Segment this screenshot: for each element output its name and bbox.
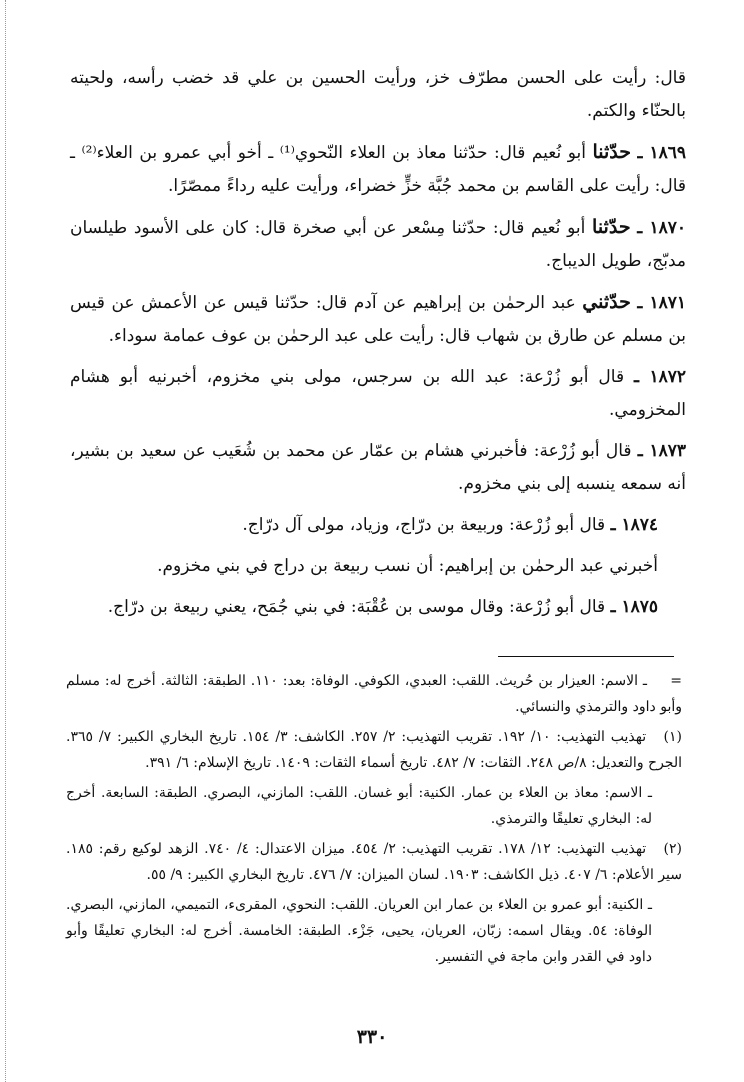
hadith-text: قال أبو زُرْعة: وقال موسى بن عُقْبَة: في بني جُمَح، يعني ربيعة بن درّاج. bbox=[107, 597, 606, 617]
hadith-text: أبو نُعيم قال: حدّثنا معاذ بن العلاء النّحوي⁽¹⁾ ـ أخو أبي عمرو بن العلاء⁽²⁾ ـ قال: رأيت على القاسم بن محمد جُبَّة خزٍّ خضراء، ورأيت عليه رداءً ممصّرًا. bbox=[70, 143, 686, 196]
page-number: ٣٣٠ bbox=[356, 1026, 388, 1048]
footnote-marker: (٢) bbox=[663, 841, 682, 857]
narration-verb: حدّثنا bbox=[592, 141, 631, 163]
footnote-text: ـ الاسم: العيزار بن حُريث. اللقب: العبدي، الكوفي. الوفاة: بعد: ١١٠. الطبقة: الثالثة. أخرج له: مسلم وأبو داود والترمذي والنسائي. bbox=[66, 673, 682, 715]
hadith-1870 bbox=[70, 211, 686, 278]
footnote-text: تهذيب التهذيب: ١٠/ ١٩٢. تقريب التهذيب: ٢/ ٢٥٧. الكاشف: ٣/ ١٥٤. تاريخ البخاري الكبير: ٧/ ٣٦٥. الجرح والتعديل: ٨/ص ٢٤٨. الثقات: ٧/ ٤٨٢. تاريخ أسماء الثقات: ١٤٠٩. تاريخ الإسلام: ٦/ ٣٩١. bbox=[66, 729, 682, 771]
hadith-number: ١٨٧٤ ـ bbox=[610, 515, 658, 535]
hadith-number: ١٨٧٥ ـ bbox=[610, 597, 658, 617]
paragraph-text: قال: رأيت على الحسن مطرّف خز، ورأيت الحسين بن علي قد خضب رأسه، ولحيته بالحنّاء والكتم. bbox=[70, 68, 686, 121]
main-text bbox=[70, 62, 686, 632]
footnote-separator bbox=[498, 656, 674, 657]
narration-verb: حدّثنا bbox=[592, 216, 631, 238]
footnote-text: ـ الاسم: معاذ بن العلاء بن عمار. الكنية: أبو غسان. اللقب: المازني، البصري. الطبقة: السابعة. أخرج له: البخاري تعليقًا والترمذي. bbox=[66, 785, 652, 827]
hadith-1873 bbox=[70, 435, 686, 501]
hadith-1871 bbox=[70, 286, 686, 353]
hadith-number: ١٨٧١ ـ bbox=[637, 293, 686, 313]
hadith-text: أخبرني عبد الرحمٰن بن إبراهيم: أن نسب ربيعة بن دراج في بني مخزوم. bbox=[157, 556, 658, 576]
hadith-text: قال أبو زُرْعة: وربيعة بن درّاج، وزياد، مولى آل درّاج. bbox=[242, 515, 606, 535]
footnote-2-biography bbox=[66, 892, 682, 970]
footnotes bbox=[66, 668, 682, 974]
hadith-1872 bbox=[70, 361, 686, 427]
hadith-number: ١٨٦٩ ـ bbox=[637, 143, 687, 163]
footnote-marker: (١) bbox=[663, 729, 682, 745]
hadith-number: ١٨٧٣ ـ bbox=[637, 441, 686, 461]
hadith-1874 bbox=[70, 509, 686, 542]
footnote-continued bbox=[66, 668, 682, 720]
hadith-text: قال أبو زُرْعة: فأخبرني هشام بن عمّار عن محمد بن شُعَيب عن سعيد بن بشير، أنه سمعه ينسبه إلى بني مخزوم. bbox=[70, 441, 686, 494]
hadith-number: ١٨٧٢ ـ bbox=[634, 367, 686, 387]
hadith-text: عبد الرحمٰن بن إبراهيم عن آدم قال: حدّثنا قيس عن الأعمش عن قيس بن مسلم عن طارق بن شهاب قال: رأيت على عبد الرحمٰن بن عوف عمامة سوداء. bbox=[70, 293, 686, 346]
footnote-1-biography bbox=[66, 780, 682, 832]
footnote-2 bbox=[66, 836, 682, 888]
paragraph-continuation bbox=[70, 62, 686, 128]
hadith-number: ١٨٧٠ ـ bbox=[637, 218, 686, 238]
footnote-text: تهذيب التهذيب: ١٢/ ١٧٨. تقريب التهذيب: ٢/ ٤٥٤. ميزان الاعتدال: ٤/ ٧٤٠. الزهد لوكيع رقم: ١٨٥. سير الأعلام: ٦/ ٤٠٧. ذيل الكاشف: ١٩٠٣. لسان الميزان: ٧/ ٤٧٦. تاريخ البخاري الكبير: ٩/ ٥٥. bbox=[66, 841, 682, 883]
footnote-text: ـ الكنية: أبو عمرو بن العلاء بن عمار ابن العريان. اللقب: النحوي، المقرىء، التميمي، المازني، البصري. الوفاة: ٥٤. ويقال اسمه: زبّان، العريان، يحيى، جَزْء. الطبقة: الخامسة. أخرج له: البخاري تعليقًا وأبو داود في القدر وابن ماجة في التفسير. bbox=[66, 897, 652, 965]
footnote-marker: = bbox=[670, 673, 682, 689]
hadith-1874-continuation bbox=[70, 550, 686, 583]
footnote-1 bbox=[66, 724, 682, 776]
hadith-text: أبو نُعيم قال: حدّثنا مِسْعر عن أبي صخرة قال: كان على الأسود طيلسان مدبّج، طويل الديباج. bbox=[70, 218, 686, 271]
hadith-text: قال أبو زُرْعة: عبد الله بن سرجس، مولى بني مخزوم، أخبرنيه أبو هشام المخزومي. bbox=[70, 367, 686, 420]
hadith-1875 bbox=[70, 591, 686, 624]
hadith-1869 bbox=[70, 136, 686, 203]
scan-margin-line bbox=[5, 0, 7, 1082]
narration-verb: حدّثني bbox=[582, 291, 631, 313]
